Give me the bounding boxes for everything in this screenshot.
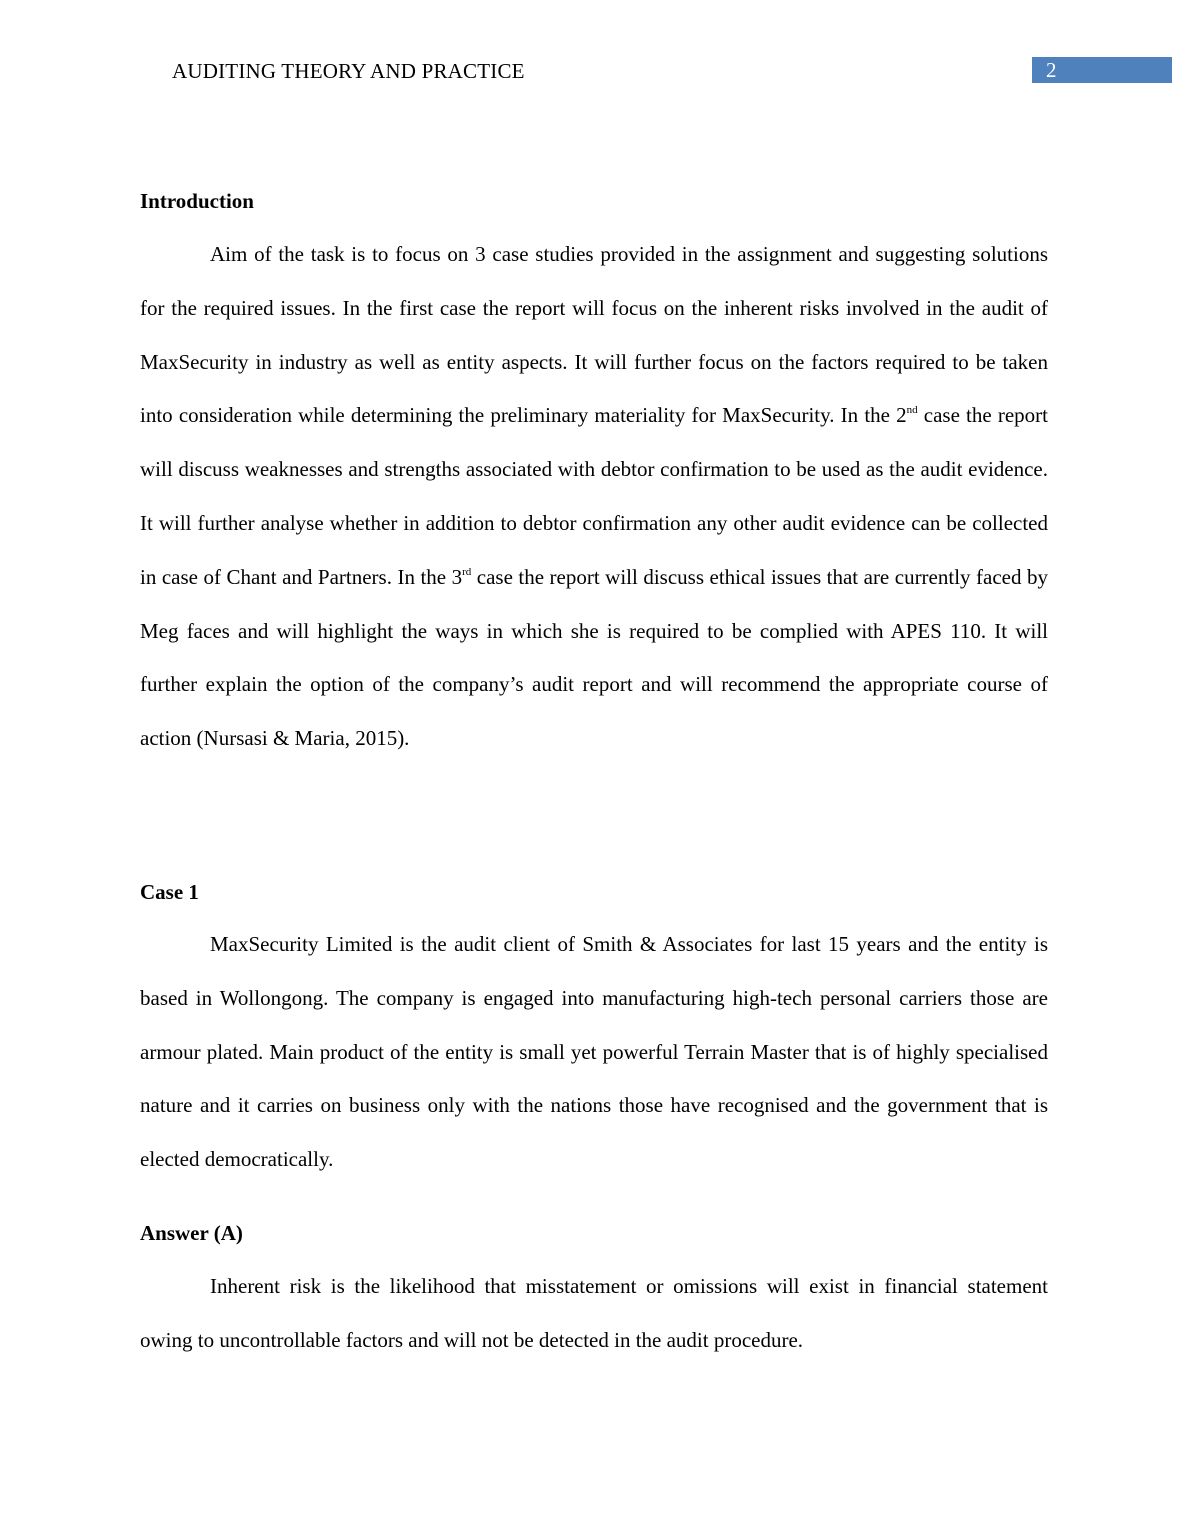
intro-text-part-2: case the report will discuss weaknesses and strengths associated with debtor confirmation to be used as the audit evidence. It will further analyse whether in addition to debtor confirmation any other audit evidence can be collected in case of Chant and Partners. In the 3 <box>140 403 1048 589</box>
intro-text-part-3: case the report will discuss ethical issues that are currently faced by Meg faces and will highlight the ways in which she is required to be complied with APES 110. It will further explain the option of the company’s audit report and will recommend the appropriate course of action (Nursasi & Maria, 2015). <box>140 564 1048 751</box>
superscript-rd: rd <box>462 565 472 578</box>
heading-introduction: Introduction <box>140 189 254 213</box>
paragraph-introduction <box>140 228 1048 766</box>
page-number: 2 <box>1046 58 1057 82</box>
heading-answer-a: Answer (A) <box>140 1221 243 1245</box>
paragraph-case-1: MaxSecurity Limited is the audit client of Smith & Associates for last 15 years and the entity is based in Wollongong. The company is engaged into manufacturing high-tech personal carriers those are armour plated. Main product of the entity is small yet powerful Terrain Master that is of highly specialised nature and it carries on business only with the nations those have recognised and the government that is elected democratically. <box>140 932 1048 1172</box>
intro-text-part-1: Aim of the task is to focus on 3 case studies provided in the assignment and suggesting solutions for the required issues. In the first case the report will focus on the inherent risks involved in the audit of MaxSecurity in industry as well as entity aspects. It will further focus on the factors required to be taken into consideration while determining the preliminary materiality for MaxSecurity. In the 2 <box>140 242 1048 428</box>
paragraph-answer-a: Inherent risk is the likelihood that misstatement or omissions will exist in financial statement owing to uncontrollable factors and will not be detected in the audit procedure. <box>140 1274 1048 1352</box>
heading-case-1: Case 1 <box>140 880 199 904</box>
superscript-nd: nd <box>906 404 918 417</box>
running-header-title: AUDITING THEORY AND PRACTICE <box>172 59 525 83</box>
page-number-badge <box>1032 57 1172 83</box>
